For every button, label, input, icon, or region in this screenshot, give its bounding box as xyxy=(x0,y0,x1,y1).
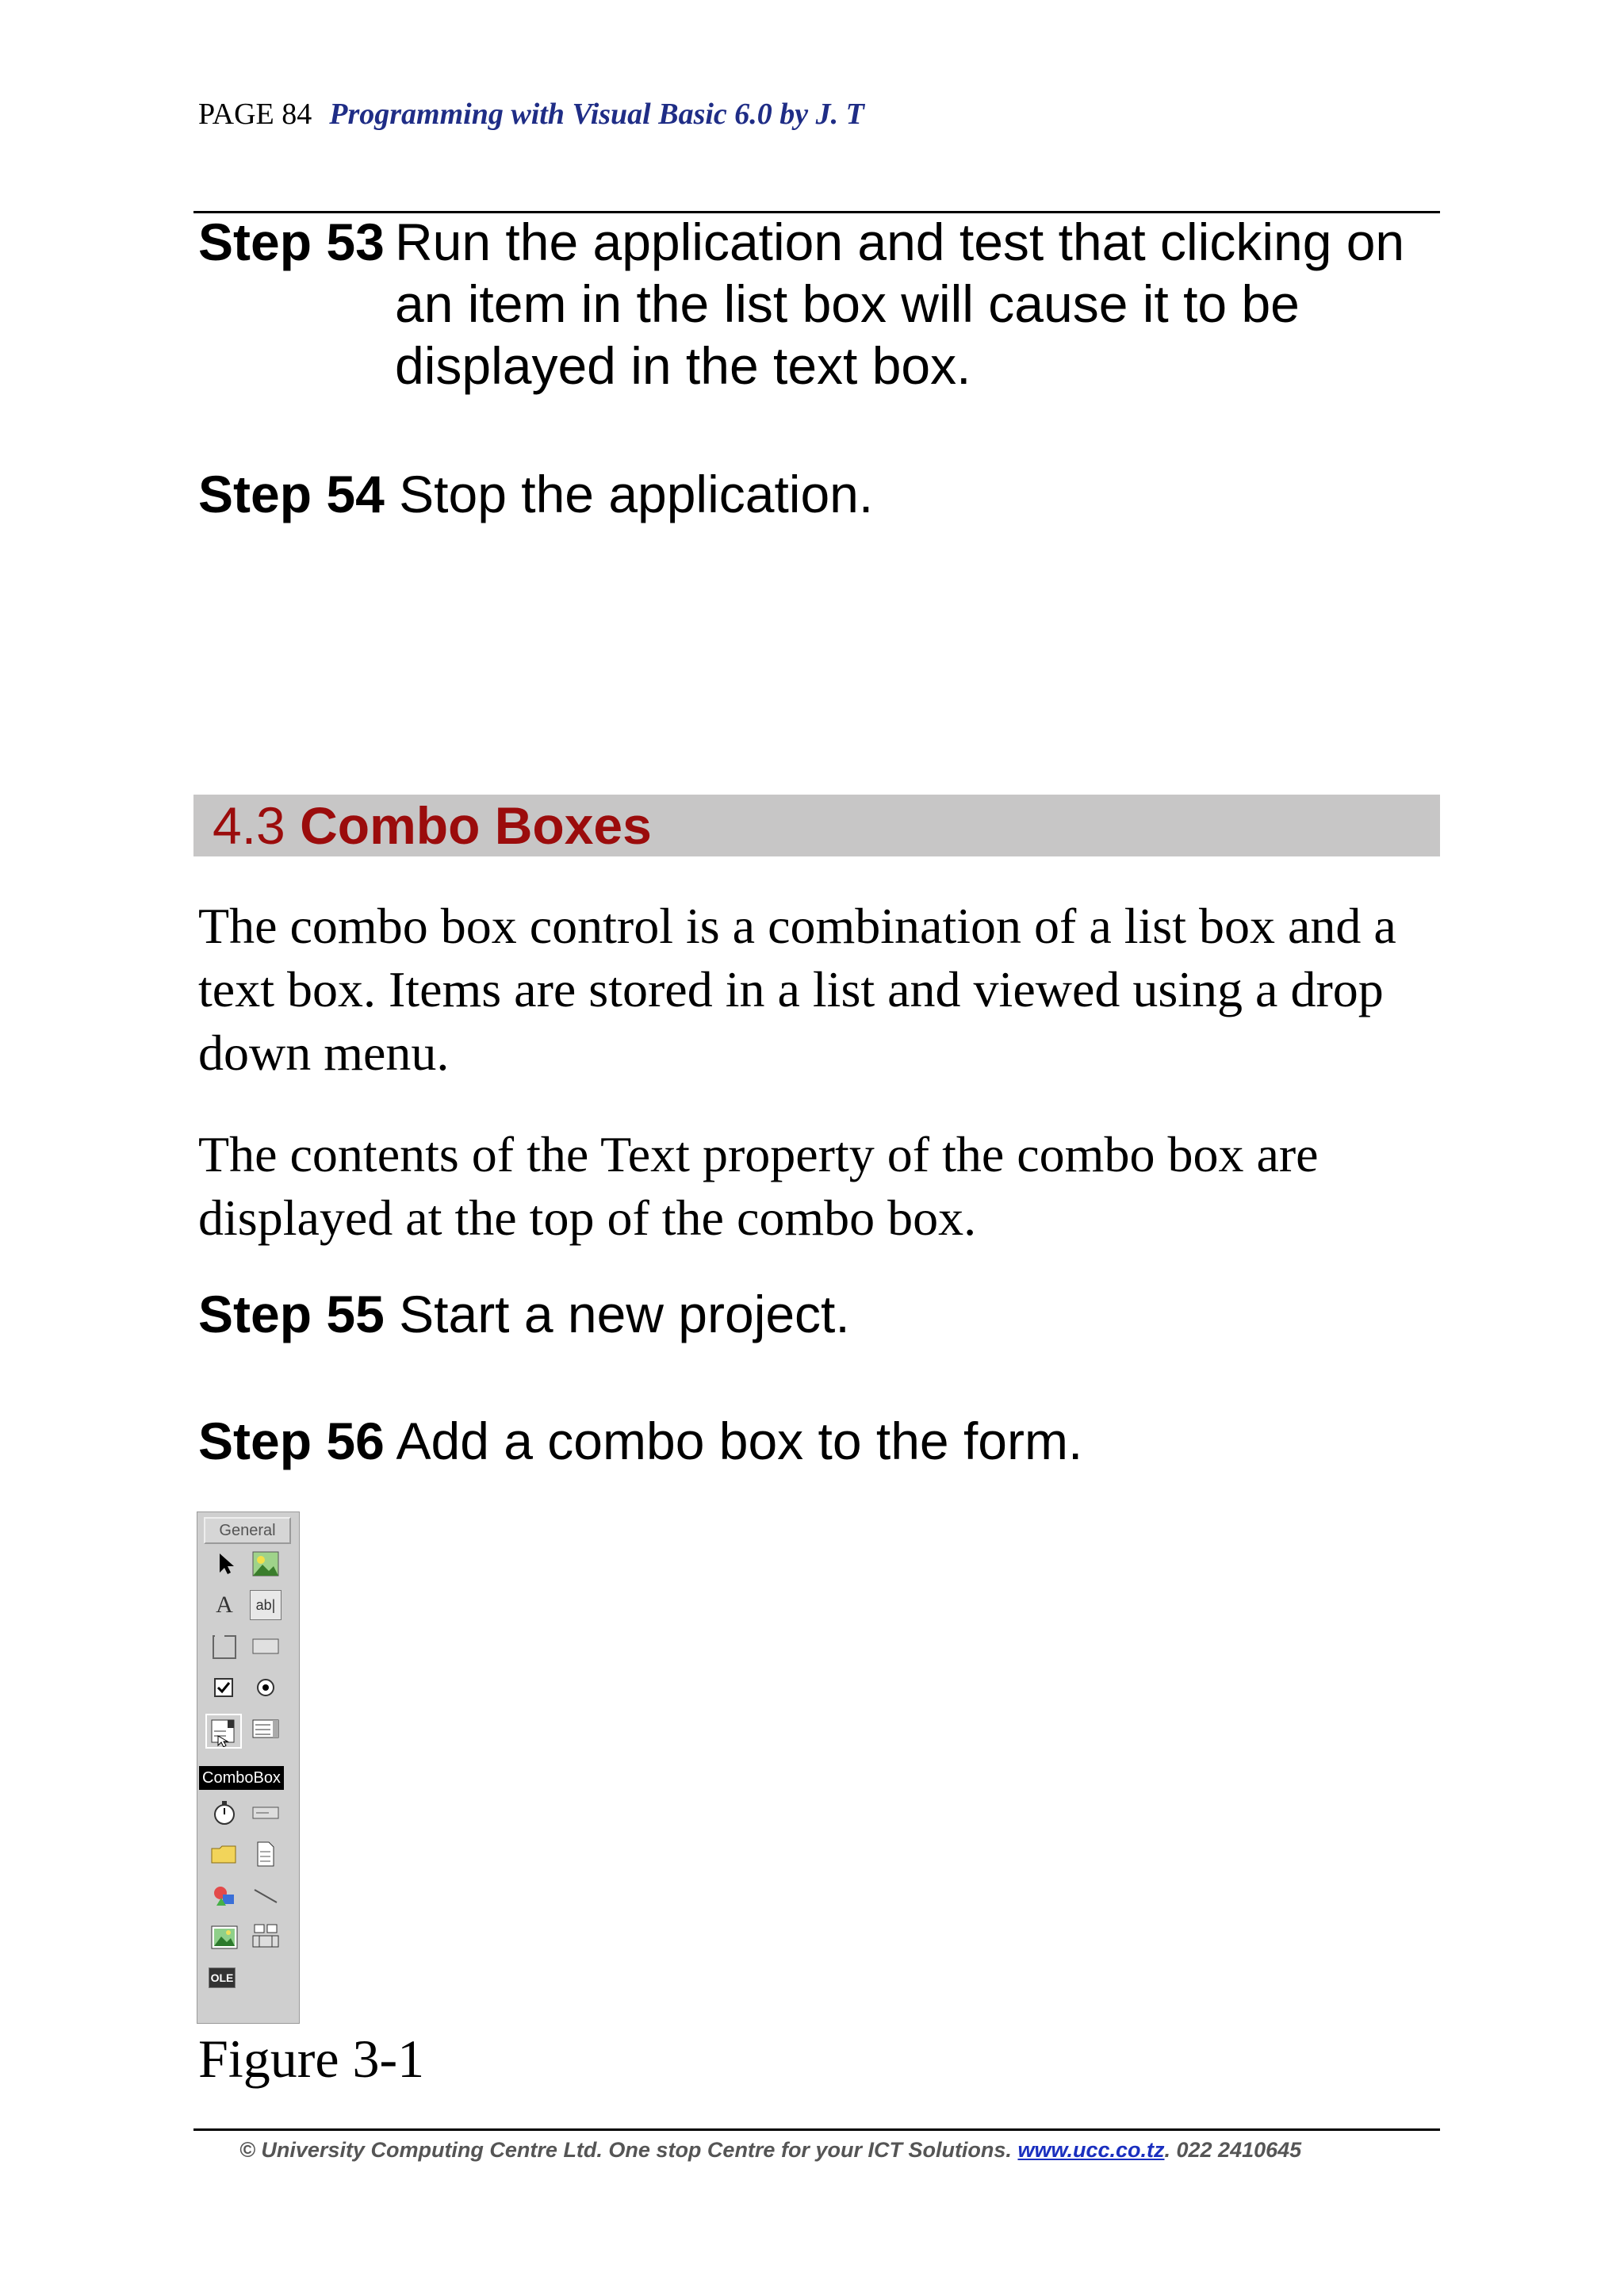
dirlistbox-icon xyxy=(209,1839,240,1869)
optionbutton-icon xyxy=(250,1672,282,1703)
step-text: Start a new project. xyxy=(399,1285,850,1343)
step-text: Stop the application. xyxy=(399,465,874,523)
step-label: Step 54 xyxy=(198,465,385,523)
page-header xyxy=(198,97,864,132)
paragraph-text-property: The contents of the Text property of the combo box are displayed at the top of the combo box. xyxy=(198,1126,1319,1246)
step-label: Step 55 xyxy=(198,1285,385,1343)
combobox-tooltip: ComboBox xyxy=(199,1766,284,1790)
filelistbox-icon xyxy=(250,1839,282,1869)
figure-caption: Figure 3-1 xyxy=(198,2029,425,2089)
step-55 xyxy=(198,1283,850,1345)
combobox-icon xyxy=(205,1714,242,1749)
page-footer xyxy=(239,2138,1301,2163)
step-label: Step 56 xyxy=(198,1412,385,1470)
listbox-icon xyxy=(250,1714,282,1744)
ole-icon: OLE xyxy=(209,1967,236,1988)
book-title: Programming with Visual Basic 6.0 by J. T xyxy=(329,98,864,131)
pointer-icon xyxy=(209,1549,240,1579)
frame-icon xyxy=(209,1631,240,1661)
section-number: 4.3 xyxy=(213,796,285,855)
section-name: Combo Boxes xyxy=(300,796,652,855)
section-title xyxy=(213,795,652,856)
commandbutton-icon xyxy=(250,1631,282,1661)
footer-phone: . 022 2410645 xyxy=(1164,2138,1302,2162)
step-text: Run the application and test that clicking on an item in the list box will cause it to be displayed in the text box. xyxy=(395,213,1405,395)
footer-website-link[interactable]: www.ucc.co.tz xyxy=(1017,2138,1165,2162)
timer-icon xyxy=(209,1798,240,1828)
bottom-divider xyxy=(193,2128,1440,2131)
picturebox-icon xyxy=(250,1549,282,1579)
step-text: Add a combo box to the form. xyxy=(396,1412,1083,1470)
step-56 xyxy=(198,1410,1082,1472)
textbox-icon: ab| xyxy=(250,1590,282,1620)
line-icon xyxy=(250,1880,282,1910)
page-number: PAGE 84 xyxy=(198,98,312,131)
data-icon xyxy=(250,1921,282,1952)
step-label: Step 53 xyxy=(198,213,385,271)
section-heading-bar xyxy=(193,795,1440,856)
toolbox-tab-general: General xyxy=(204,1517,291,1544)
checkbox-icon xyxy=(209,1672,240,1703)
image-icon xyxy=(209,1921,240,1952)
paragraph-combo-intro: The combo box control is a combination of a list box and a text box. Items are stored in a list and viewed using a drop down menu. xyxy=(198,898,1396,1081)
drivelistbox-icon xyxy=(250,1798,282,1828)
label-icon: A xyxy=(216,1592,233,1618)
step-54 xyxy=(198,463,873,525)
footer-text: © University Computing Centre Ltd. One stop Centre for your ICT Solutions. xyxy=(239,2138,1018,2162)
vb-toolbox-figure xyxy=(197,1511,300,2024)
shape-icon xyxy=(209,1880,240,1910)
